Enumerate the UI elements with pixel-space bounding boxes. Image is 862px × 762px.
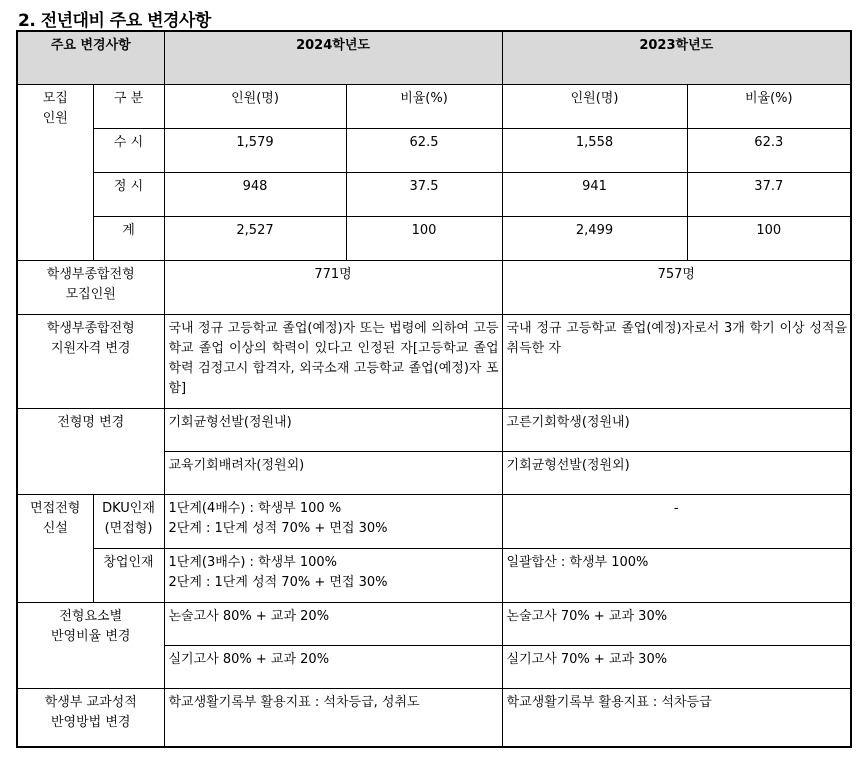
col-ratio-2024: 비율(%) (346, 85, 502, 129)
row-name: 정 시 (93, 173, 164, 217)
rename-2023-1: 고른기회학생(정원내) (502, 409, 851, 452)
row-name: 계 (93, 217, 164, 261)
col-count-2024: 인원(명) (164, 85, 346, 129)
interview-dku-row (17, 495, 851, 549)
interview-startup-row (17, 549, 851, 603)
dku-2023: - (502, 495, 851, 549)
ratio-label: 전형요소별 반영비율 변경 (17, 603, 164, 689)
count-2023: 2,499 (502, 217, 687, 261)
header-main-changes: 주요 변경사항 (17, 31, 164, 85)
startup-2024: 1단계(3배수) : 학생부 100% 2단계 : 1단계 성적 70% + 면접 30% (164, 549, 502, 603)
count-2024: 948 (164, 173, 346, 217)
rename-2024-1: 기회균형선발(정원내) (164, 409, 502, 452)
rename-row-1 (17, 409, 851, 452)
comprehensive-2023: 757명 (502, 261, 851, 315)
table-row (17, 129, 851, 173)
header-year-2024: 2024학년도 (164, 31, 502, 85)
rename-2024-2: 교육기회배려자(정원외) (164, 452, 502, 495)
count-2024: 1,579 (164, 129, 346, 173)
ratio-2024-1: 논술고사 80% + 교과 20% (164, 603, 502, 646)
col-count-2023: 인원(명) (502, 85, 687, 129)
ratio-2024-2: 실기고사 80% + 교과 20% (164, 646, 502, 689)
ratio-2023-2: 실기고사 70% + 교과 30% (502, 646, 851, 689)
row-name: 수 시 (93, 129, 164, 173)
header-year-2023: 2023학년도 (502, 31, 851, 85)
recruit-header-row (17, 85, 851, 129)
table-row (17, 217, 851, 261)
grade-method-row (17, 689, 851, 747)
dku-label: DKU인재 (면접형) (93, 495, 164, 549)
ratio-2023: 37.7 (687, 173, 851, 217)
table-row (17, 173, 851, 217)
eligibility-label: 학생부종합전형 지원자격 변경 (17, 315, 164, 409)
comprehensive-row (17, 261, 851, 315)
rename-label: 전형명 변경 (17, 409, 164, 495)
ratio-2023: 62.3 (687, 129, 851, 173)
recruit-label: 모집 인원 (17, 85, 93, 261)
grade-method-2023: 학교생활기록부 활용지표 : 석차등급 (502, 689, 851, 747)
grade-method-2024: 학교생활기록부 활용지표 : 석차등급, 성취도 (164, 689, 502, 747)
startup-2023: 일괄합산 : 학생부 100% (502, 549, 851, 603)
interview-label: 면접전형 신설 (17, 495, 93, 603)
eligibility-row (17, 315, 851, 409)
changes-table (16, 30, 852, 748)
header-row (17, 31, 851, 85)
section-title: 2. 전년대비 주요 변경사항 (18, 11, 211, 31)
comprehensive-2024: 771명 (164, 261, 502, 315)
eligibility-2024: 국내 정규 고등학교 졸업(예정)자 또는 법령에 의하여 고등학교 졸업 이상의 학력이 있다고 인정된 자[고등학교 졸업학력 검정고시 합격자, 외국소재 고등학교 졸업(예정)자 포함] (164, 315, 502, 409)
ratio-row-1 (17, 603, 851, 646)
comprehensive-label: 학생부종합전형 모집인원 (17, 261, 164, 315)
eligibility-2023: 국내 정규 고등학교 졸업(예정)자로서 3개 학기 이상 성적을 취득한 자 (502, 315, 851, 409)
rename-2023-2: 기회균형선발(정원외) (502, 452, 851, 495)
ratio-2024: 100 (346, 217, 502, 261)
col-ratio-2023: 비율(%) (687, 85, 851, 129)
count-2023: 1,558 (502, 129, 687, 173)
ratio-2023-1: 논술고사 70% + 교과 30% (502, 603, 851, 646)
ratio-2024: 37.5 (346, 173, 502, 217)
count-2024: 2,527 (164, 217, 346, 261)
ratio-2023: 100 (687, 217, 851, 261)
count-2023: 941 (502, 173, 687, 217)
grade-method-label: 학생부 교과성적 반영방법 변경 (17, 689, 164, 747)
startup-label: 창업인재 (93, 549, 164, 603)
dku-2024: 1단계(4배수) : 학생부 100 % 2단계 : 1단계 성적 70% + 면접 30% (164, 495, 502, 549)
ratio-2024: 62.5 (346, 129, 502, 173)
division-label: 구 분 (93, 85, 164, 129)
